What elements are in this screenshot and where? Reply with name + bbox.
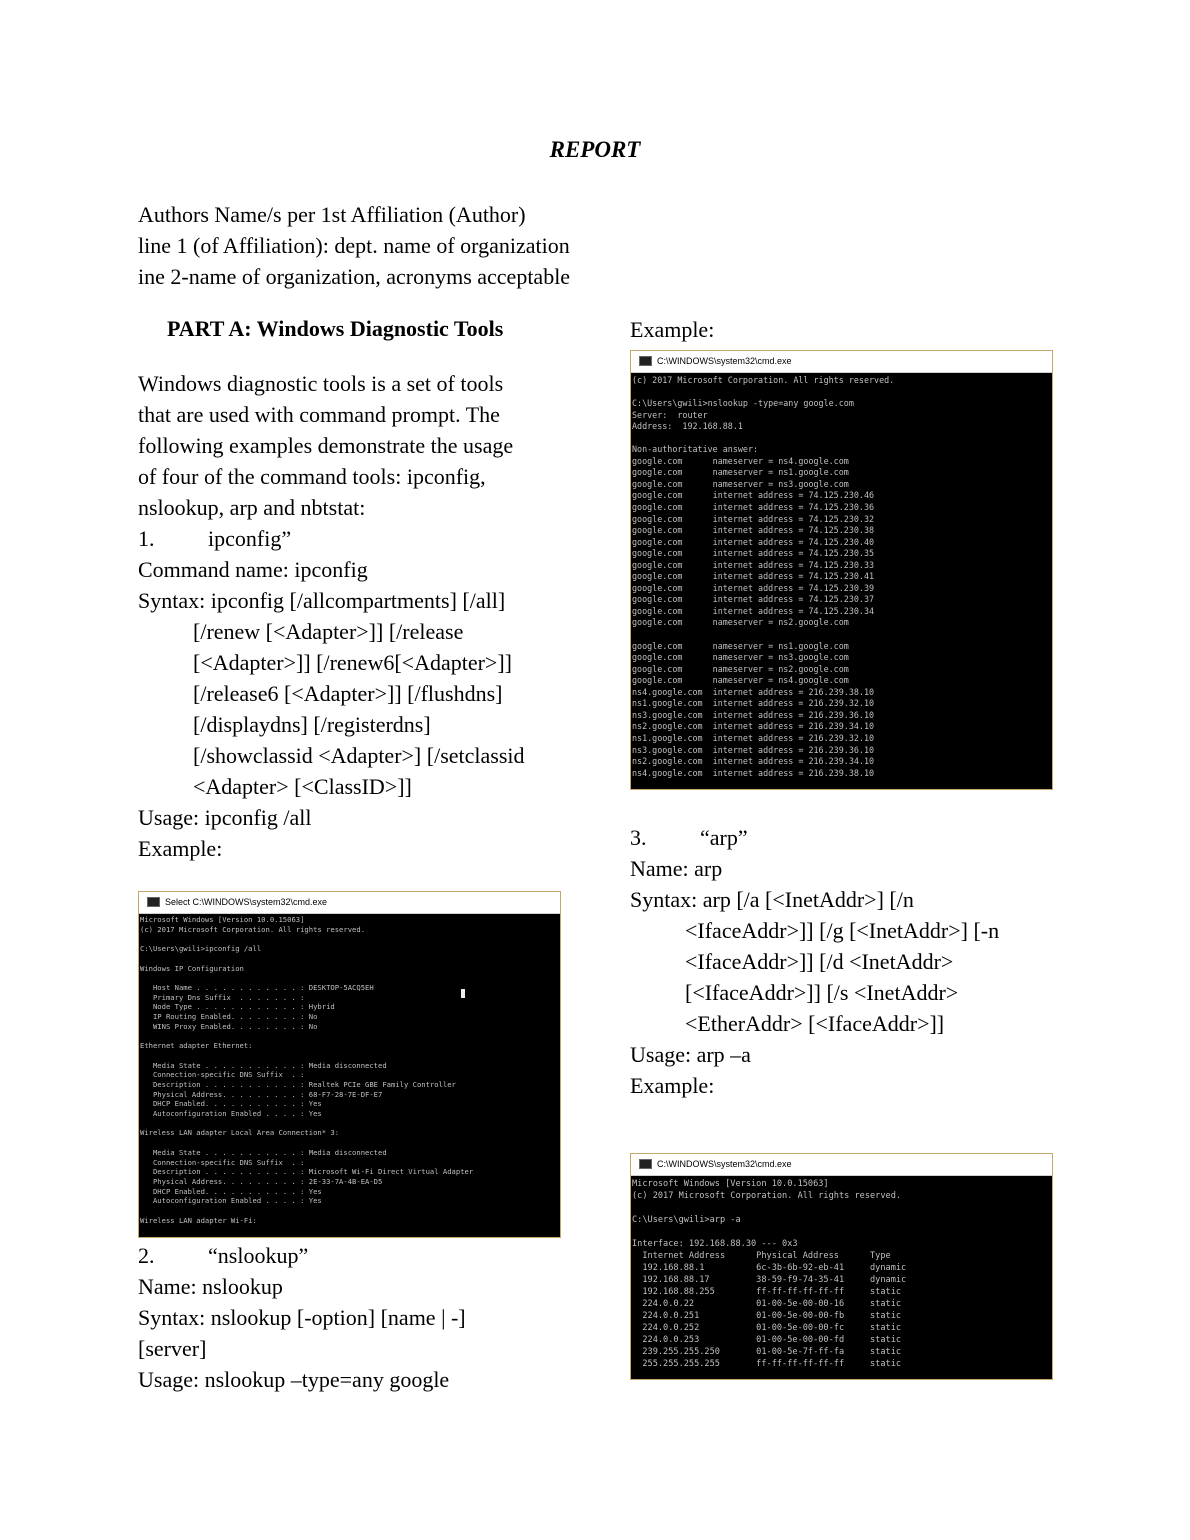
console-line: google.com nameserver = ns4.google.com (632, 675, 849, 686)
ipconfig-syntax-cont: [/release6 [<Adapter>]] [/flushdns] (193, 681, 503, 706)
console-line: Wireless LAN adapter Local Area Connection* 3: (140, 1128, 340, 1138)
console-line (632, 387, 1052, 399)
console-line (140, 1138, 560, 1148)
console-line: 255.255.255.255 ff-ff-ff-ff-ff-ff static (632, 1359, 902, 1369)
console-line: google.com nameserver = ns3.google.com (632, 652, 849, 663)
console-line: ns1.google.com internet address = 216.239.32.10 (632, 732, 875, 743)
console-line: google.com internet address = 74.125.230.46 (632, 490, 875, 501)
console-line (140, 1051, 560, 1061)
arp-syntax: Syntax: arp [/a [<InetAddr>] [/n (630, 887, 914, 912)
console-line: Internet Address Physical Address Type (632, 1251, 891, 1261)
console-line (140, 1206, 560, 1216)
author-name: Authors Name/s per 1st Affiliation (Author) (138, 202, 526, 227)
text-cursor (461, 989, 465, 998)
console-line: 239.255.255.250 01-00-5e-7f-ff-fa static (632, 1347, 902, 1357)
intro-line: nslookup, arp and nbtstat: (138, 495, 366, 520)
console-line: (c) 2017 Microsoft Corporation. All rights reserved. (140, 924, 366, 934)
cmd-window-icon (639, 1159, 652, 1169)
console-line: ns2.google.com internet address = 216.239.34.10 (632, 721, 875, 732)
console-line: 224.0.0.22 01-00-5e-00-00-16 static (632, 1299, 902, 1309)
console-line: 224.0.0.253 01-00-5e-00-00-fd static (632, 1335, 902, 1345)
console-line: DHCP Enabled. . . . . . . . . . . : Yes (140, 1186, 322, 1196)
console-line: google.com nameserver = ns1.google.com (632, 640, 849, 651)
console-line (632, 629, 1052, 641)
intro-line: of four of the command tools: ipconfig, (138, 464, 486, 489)
left-column-text (138, 368, 525, 864)
console-line (632, 1202, 1052, 1214)
console-line: google.com internet address = 74.125.230.35 (632, 548, 875, 559)
nslookup-example-label: Example: (630, 317, 715, 342)
console-line (140, 934, 560, 944)
arp-syntax-cont: [<IfaceAddr>]] [/s <InetAddr> (685, 980, 959, 1005)
console-line: ns2.google.com internet address = 216.239.34.10 (632, 756, 875, 767)
console-line: google.com internet address = 74.125.230.38 (632, 525, 875, 536)
console-line: 192.168.88.255 ff-ff-ff-ff-ff-ff static (632, 1287, 902, 1297)
list-number: 1. (138, 526, 155, 551)
console-line: google.com internet address = 74.125.230.33 (632, 559, 875, 570)
nslookup-usage: Usage: nslookup –type=any google (138, 1367, 450, 1392)
arp-syntax-cont: <IfaceAddr>]] [/d <InetAddr> (685, 949, 954, 974)
ipconfig-item-heading (138, 523, 525, 554)
nslookup-syntax: Syntax: nslookup [-option] [name | -] (138, 1305, 466, 1330)
ipconfig-title: ipconfig” (208, 526, 292, 551)
cmd-title-bar (631, 1154, 1052, 1176)
console-line: google.com nameserver = ns2.google.com (632, 617, 849, 628)
console-line (140, 1119, 560, 1129)
console-line: Interface: 192.168.88.30 --- 0x3 (632, 1239, 798, 1249)
console-line: Description . . . . . . . . . . . : Realtek PCIe GBE Family Controller (140, 1079, 456, 1089)
ipconfig-syntax-cont: <Adapter> [<ClassID>]] (193, 774, 412, 799)
ipconfig-syntax-cont: [/renew [<Adapter>]] [/release (193, 619, 464, 644)
arp-item-heading (630, 822, 999, 853)
console-line: 192.168.88.1 6c-3b-6b-92-eb-41 dynamic (632, 1263, 907, 1273)
arp-section (630, 822, 999, 1101)
arp-syntax-cont: <IfaceAddr>]] [/g [<InetAddr>] [-n (685, 918, 1000, 943)
part-a-heading: PART A: Windows Diagnostic Tools (167, 316, 504, 341)
console-line: Microsoft Windows [Version 10.0.15063] (632, 1179, 829, 1189)
console-line: WINS Proxy Enabled. . . . . . . . : No (140, 1021, 318, 1031)
affiliation-line-2: ine 2-name of organization, acronyms acceptable (138, 264, 571, 289)
nslookup-title: “nslookup” (208, 1243, 309, 1268)
console-line: Host Name . . . . . . . . . . . . : DESKTOP-5ACQ5EH (140, 982, 374, 992)
nslookup-syntax-cont: [server] (138, 1336, 207, 1361)
ipconfig-syntax-cont: [/displaydns] [/registerdns] (193, 712, 431, 737)
nslookup-item-heading (138, 1240, 466, 1271)
console-line: Description . . . . . . . . . . . : Microsoft Wi-Fi Direct Virtual Adapter (140, 1167, 474, 1177)
list-number: 3. (630, 825, 647, 850)
console-line: 224.0.0.251 01-00-5e-00-00-fb static (632, 1311, 902, 1321)
ipconfig-name: Command name: ipconfig (138, 557, 368, 582)
intro-line: that are used with command prompt. The (138, 402, 500, 427)
console-line: Media State . . . . . . . . . . . : Media disconnected (140, 1147, 387, 1157)
ipconfig-syntax-cont: [<Adapter>]] [/renew6[<Adapter>]] (193, 650, 512, 675)
console-line: google.com internet address = 74.125.230.32 (632, 513, 875, 524)
ipconfig-cmd-screenshot (138, 891, 561, 1238)
console-line: Non-authoritative answer: (632, 444, 759, 455)
console-line: Microsoft Windows [Version 10.0.15063] (140, 915, 305, 924)
author-block (138, 199, 570, 292)
console-line: Node Type . . . . . . . . . . . . : Hybrid (140, 1002, 335, 1012)
console-line: Ethernet adapter Ethernet: (140, 1041, 253, 1051)
arp-usage: Usage: arp –a (630, 1042, 751, 1067)
console-line (632, 1226, 1052, 1238)
cmd-title-bar (631, 351, 1052, 373)
cmd-window-title: Select C:\WINDOWS\system32\cmd.exe (165, 897, 328, 907)
console-line (632, 433, 1052, 445)
console-line: Wireless LAN adapter Wi-Fi: (140, 1215, 257, 1225)
cmd-window-icon (639, 356, 652, 366)
console-line: Primary Dns Suffix . . . . . . . : (140, 992, 305, 1002)
intro-line: Windows diagnostic tools is a set of tools (138, 371, 504, 396)
arp-name: Name: arp (630, 856, 723, 881)
console-line: ns3.google.com internet address = 216.239.36.10 (632, 744, 875, 755)
console-line: google.com nameserver = ns1.google.com (632, 467, 849, 478)
console-line: google.com internet address = 74.125.230.39 (632, 582, 875, 593)
console-line (140, 973, 560, 983)
console-line: google.com nameserver = ns2.google.com (632, 663, 849, 674)
console-line: google.com nameserver = ns4.google.com (632, 455, 849, 466)
ipconfig-usage: Usage: ipconfig /all (138, 805, 312, 830)
console-line: C:\Users\gwili>ipconfig /all (140, 944, 262, 954)
arp-title: “arp” (700, 825, 748, 850)
arp-cmd-screenshot (630, 1153, 1053, 1380)
console-line: C:\Users\gwili>nslookup -type=any google.com (632, 398, 854, 409)
list-number: 2. (138, 1243, 155, 1268)
affiliation-line-1: line 1 (of Affiliation): dept. name of organization (138, 233, 570, 258)
console-line (140, 954, 560, 964)
console-line: google.com internet address = 74.125.230.41 (632, 571, 875, 582)
console-line (140, 1031, 560, 1041)
cmd-window-title: C:\WINDOWS\system32\cmd.exe (657, 1159, 792, 1169)
console-line: C:\Users\gwili>arp -a (632, 1215, 741, 1225)
console-line: Physical Address. . . . . . . . . : 68-F7-28-7E-DF-E7 (140, 1089, 383, 1099)
console-line: IP Routing Enabled. . . . . . . . : No (140, 1012, 318, 1022)
console-line: Address: 192.168.88.1 (632, 421, 743, 432)
console-line: DHCP Enabled. . . . . . . . . . . : Yes (140, 1099, 322, 1109)
ipconfig-example-label: Example: (138, 836, 223, 861)
intro-line: following examples demonstrate the usage (138, 433, 514, 458)
console-line: google.com internet address = 74.125.230.34 (632, 605, 875, 616)
nslookup-section (138, 1240, 466, 1395)
console-line: ns4.google.com internet address = 216.239.38.10 (632, 767, 875, 778)
console-line: Connection-specific DNS Suffix . : (140, 1070, 305, 1080)
console-line: (c) 2017 Microsoft Corporation. All rights reserved. (632, 1191, 902, 1201)
console-line: Windows IP Configuration (140, 963, 244, 973)
console-line: Media State . . . . . . . . . . . : Media disconnected (140, 1060, 387, 1070)
console-line: Physical Address. . . . . . . . . : 2E-33-7A-4B-EA-D5 (140, 1176, 383, 1186)
console-line: Autoconfiguration Enabled . . . . : Yes (140, 1196, 322, 1206)
ipconfig-syntax: Syntax: ipconfig [/allcompartments] [/all] (138, 588, 506, 613)
console-line: google.com nameserver = ns3.google.com (632, 478, 849, 489)
console-line: ns4.google.com internet address = 216.239.38.10 (632, 686, 875, 697)
cmd-title-bar (139, 892, 560, 914)
console-line: ns1.google.com internet address = 216.239.32.10 (632, 698, 875, 709)
console-line: 192.168.88.17 38-59-f9-74-35-41 dynamic (632, 1275, 907, 1285)
console-line: (c) 2017 Microsoft Corporation. All rights reserved. (632, 375, 895, 385)
console-line: Server: router (632, 409, 708, 420)
console-line: 224.0.0.252 01-00-5e-00-00-fc static (632, 1323, 902, 1333)
cmd-output (139, 914, 560, 1226)
cmd-output (631, 373, 1052, 779)
document-title: REPORT (549, 137, 641, 162)
console-line: google.com internet address = 74.125.230.36 (632, 502, 875, 513)
console-line: google.com internet address = 74.125.230.37 (632, 594, 875, 605)
cmd-output (631, 1176, 1052, 1370)
arp-example-label: Example: (630, 1073, 715, 1098)
console-line: Connection-specific DNS Suffix . : (140, 1157, 305, 1167)
arp-syntax-cont: <EtherAddr> [<IfaceAddr>]] (685, 1011, 945, 1036)
cmd-window-icon (147, 897, 160, 907)
console-line: ns3.google.com internet address = 216.239.36.10 (632, 709, 875, 720)
cmd-window-title: C:\WINDOWS\system32\cmd.exe (657, 356, 792, 366)
console-line: google.com internet address = 74.125.230.40 (632, 536, 875, 547)
nslookup-name: Name: nslookup (138, 1274, 283, 1299)
nslookup-cmd-screenshot (630, 350, 1053, 790)
ipconfig-syntax-cont: [/showclassid <Adapter>] [/setclassid (193, 743, 525, 768)
console-line: Autoconfiguration Enabled . . . . : Yes (140, 1109, 322, 1119)
